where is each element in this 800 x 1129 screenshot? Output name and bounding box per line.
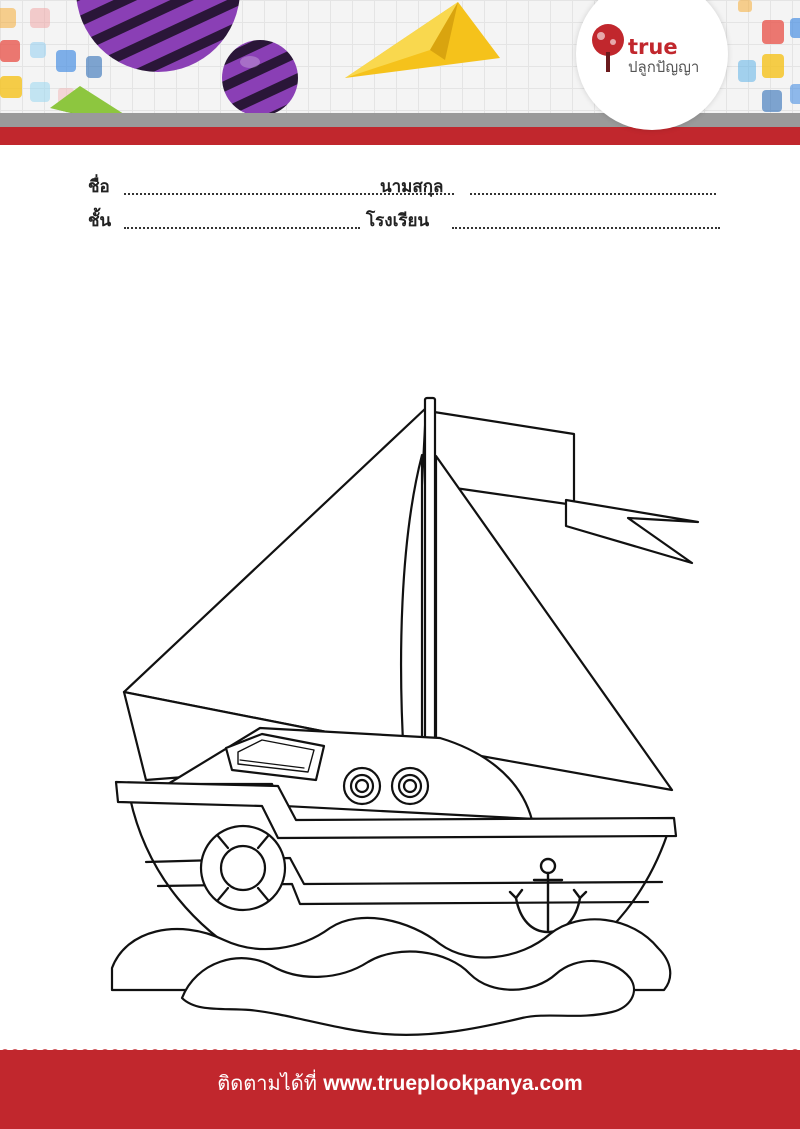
footer-text [0,1068,800,1099]
app-tiles-right-icon [738,0,800,112]
website-link[interactable]: www.trueplookpanya.com [323,1072,583,1095]
porthole-icon [344,768,380,804]
tree-logo-icon [588,22,628,78]
porthole-icon [392,768,428,804]
school-label: โรงเรียน [366,211,430,231]
sailboat-coloring-illustration [0,380,800,1045]
brand-subtitle: ปลูกปัญญา [628,58,700,76]
class-label: ชั้น [88,211,112,231]
mast-icon [425,398,435,760]
class-field[interactable] [124,227,360,229]
striped-ball-small-icon [222,40,298,116]
life-ring-icon [201,826,285,910]
surname-label: นามสกุล [380,177,444,197]
header-banner [0,0,800,145]
surname-field[interactable] [470,193,716,195]
yellow-paper-plane-icon [345,2,500,78]
right-sail-icon [436,456,672,790]
name-row [88,172,728,206]
class-row [88,206,728,240]
student-info-form [88,172,728,240]
left-sail-icon [124,408,426,748]
name-label: ชื่อ [88,177,110,197]
header-red-band [0,127,800,145]
follow-label: ติดตามได้ที่ [217,1071,317,1095]
school-field[interactable] [452,227,720,229]
brand-word: true [628,35,678,59]
